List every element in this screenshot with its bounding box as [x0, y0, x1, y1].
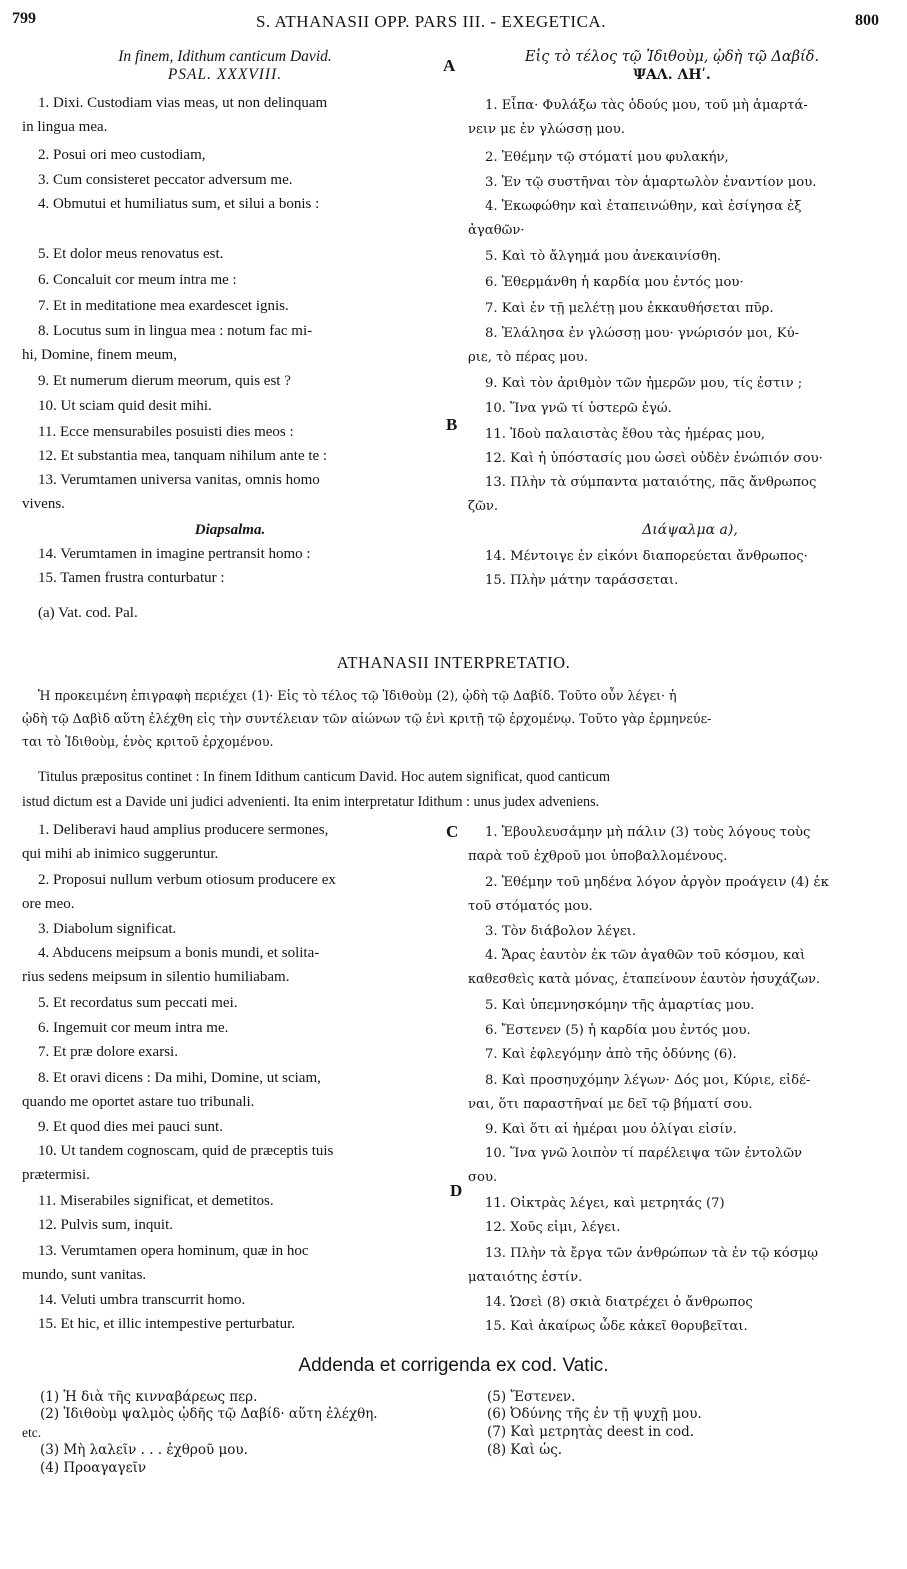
text-line: σου.	[468, 1170, 498, 1185]
text-line: 5. Et recordatus sum peccati mei.	[38, 995, 238, 1011]
greek-psalm-title: Εἰς τὸ τέλος τῷ Ἰδιθοὺμ, ᾠδὴ τῷ Δαβίδ.	[524, 49, 820, 65]
text-line: 5. Καὶ ὑπεμνησκόμην τῆς ἁμαρτίας μου.	[485, 998, 755, 1013]
text-line: 14. Μέντοιγε ἐν εἰκόνι διαπορεύεται ἄνθρωπος·	[485, 549, 808, 564]
text-line: 12. Καὶ ἡ ὑπόστασίς μου ὡσεὶ οὐδὲν ἐνώπιόν σου·	[485, 451, 823, 466]
text-line: 15. Et hic, et illic intempestive perturbatur.	[38, 1316, 296, 1332]
text-line: 11. Ecce mensurabiles posuisti dies meos :	[38, 424, 294, 440]
text-line: 9. Καὶ ὅτι αἱ ἡμέραι μου ὀλίγαι εἰσίν.	[485, 1122, 737, 1137]
text-line: 7. Et in meditatione mea exardescet ignis.	[38, 298, 289, 314]
text-line: 10. Ut sciam quid desit mihi.	[38, 398, 212, 414]
text-line: 2. Proposui nullum verbum otiosum producere ex	[38, 872, 336, 888]
addenda-entry: (5) Ἔστενεν.	[487, 1389, 576, 1405]
text-line: istud dictum est a Davide uni judici advenienti. Ita enim interpretatur Idithum : unus judex adveniens.	[22, 794, 600, 810]
interpretatio-title: ATHANASII INTERPRETATIO.	[336, 653, 571, 672]
running-title: S. ATHANASII OPP. PARS III. - EXEGETICA.	[256, 12, 606, 31]
text-line: Titulus præpositus continet : In finem Idithum canticum David. Hoc autem significat, quod canticum	[38, 769, 611, 785]
text-line: mundo, sunt vanitas.	[22, 1267, 147, 1283]
diapsalma-latin: Diapsalma.	[194, 522, 266, 538]
text-line: ριε, τὸ πέρας μου.	[468, 350, 589, 365]
diapsalma-greek: Διάψαλμα a),	[642, 522, 738, 538]
addenda-entry: (4) Προαγαγεῖν	[40, 1460, 147, 1476]
latin-psalm-title: In finem, Idithum canticum David.	[118, 48, 332, 65]
text-line: 13. Verumtamen opera hominum, quæ in hoc	[38, 1243, 309, 1259]
text-line: hi, Domine, finem meum,	[22, 347, 177, 363]
addenda-entry: (8) Καὶ ὡς.	[487, 1442, 563, 1458]
margin-letter-b: B	[446, 415, 458, 434]
text-line: quando me oportet astare tuo tribunali.	[22, 1094, 255, 1110]
text-line: 15. Καὶ ἀκαίρως ὧδε κἀκεῖ θορυβεῖται.	[485, 1319, 748, 1334]
text-line: 6. Ἔστενεν (5) ἡ καρδία μου ἐντός μου.	[485, 1023, 751, 1038]
text-line: παρὰ τοῦ ἐχθροῦ μοι ὑποβαλλομένους.	[468, 849, 728, 864]
text-line: 6. Ingemuit cor meum intra me.	[38, 1020, 229, 1036]
text-line: 13. Verumtamen universa vanitas, omnis homo	[38, 472, 320, 488]
text-line: 8. Locutus sum in lingua mea : notum fac mi-	[38, 323, 313, 339]
text-line: ζῶν.	[468, 499, 499, 514]
margin-letter-a: A	[443, 56, 456, 75]
text-line: 12. Χοῦς εἰμι, λέγει.	[485, 1220, 621, 1235]
page-number-left: 799	[12, 10, 36, 27]
text-line: 3. Τὸν διάβολον λέγει.	[485, 924, 637, 939]
text-line: 3. Ἐν τῷ συστῆναι τὸν ἁμαρτωλὸν ἐναντίον μου.	[485, 175, 817, 190]
text-line: 1. Dixi. Custodiam vias meas, ut non delinquam	[38, 95, 328, 111]
addenda-entry: (3) Μὴ λαλεῖν . . . ἐχθροῦ μου.	[40, 1442, 248, 1458]
text-line: 2. Ἐθέμην τοῦ μηδένα λόγον ἀργὸν προάγειν (4) ἐκ	[485, 875, 829, 890]
text-line: 8. Καὶ προσηυχόμην λέγων· Δός μοι, Κύριε, εἰδέ-	[485, 1073, 811, 1088]
text-line: 4. Obmutui et humiliatus sum, et silui a bonis :	[38, 196, 320, 212]
text-line: Ἡ προκειμένη ἐπιγραφὴ περιέχει (1)· Εἰς τὸ τέλος τῷ Ἰδιθοὺμ (2), ᾠδὴ τῷ Δαβίδ. Τοῦτο οὖν λέγει· ἡ	[38, 688, 677, 703]
text-line: 6. Ἐθερμάνθη ἡ καρδία μου ἐντός μου·	[485, 275, 744, 290]
text-line: 4. Ἐκωφώθην καὶ ἐταπεινώθην, καὶ ἐσίγησα ἐξ	[485, 199, 802, 214]
text-line: 11. Οἰκτρὰς λέγει, καὶ μετρητάς (7)	[485, 1196, 725, 1211]
text-line: 10. Ut tandem cognoscam, quid de præceptis tuis	[38, 1143, 334, 1159]
text-line: 8. Et oravi dicens : Da mihi, Domine, ut sciam,	[38, 1070, 321, 1086]
text-line: ναι, ὅτι παραστῆναί με δεῖ τῷ βήματί σου.	[468, 1097, 753, 1112]
text-line: vivens.	[22, 496, 65, 512]
text-line: 14. Veluti umbra transcurrit homo.	[38, 1292, 246, 1308]
text-line: ται τὸ Ἰδιθοὺμ, ἑνὸς κριτοῦ ἐρχομένου.	[22, 734, 274, 749]
text-line: ᾠδὴ τῷ Δαβὶδ αὕτη ἐλέχθη εἰς τὴν συντέλειαν τῶν αἰώνων τῷ ἑνὶ κριτῇ τῷ ἐρχομένῳ. Τοῦτο γὰρ ἑρμηνεύε-	[22, 711, 712, 726]
psalm-footnote: (a) Vat. cod. Pal.	[38, 605, 138, 621]
text-line: 11. Ἰδοὺ παλαιστὰς ἔθου τὰς ἡμέρας μου,	[485, 427, 766, 442]
text-line: prætermisi.	[22, 1167, 90, 1183]
text-line: καθεσθεὶς κατὰ μόνας, ἐταπείνουν ἑαυτὸν ἡσυχάζων.	[468, 972, 820, 987]
text-line: 10. Ἵνα γνῶ λοιπὸν τί παρέλειψα τῶν ἐντολῶν	[485, 1146, 803, 1161]
text-line: νειν με ἐν γλώσσῃ μου.	[468, 122, 625, 137]
text-line: in lingua mea.	[22, 119, 108, 135]
text-line: 10. Ἵνα γνῶ τί ὑστερῶ ἐγώ.	[485, 401, 672, 416]
text-line: 13. Πλὴν τὰ ἔργα τῶν ἀνθρώπων τὰ ἐν τῷ κόσμῳ	[485, 1246, 819, 1261]
text-line: 1. Deliberavi haud amplius producere sermones,	[38, 822, 329, 838]
text-line: 9. Et quod dies mei pauci sunt.	[38, 1119, 223, 1135]
text-line: ματαιότης ἐστίν.	[468, 1270, 583, 1285]
text-line: ἀγαθῶν·	[468, 223, 525, 238]
addenda-entry: etc.	[22, 1425, 42, 1440]
text-line: 8. Ἐλάλησα ἐν γλώσσῃ μου· γνώρισόν μοι, Κύ-	[485, 326, 800, 341]
text-line: qui mihi ab inimico suggeruntur.	[22, 846, 219, 862]
margin-letter-d: D	[450, 1181, 463, 1200]
text-line: 4. Abducens meipsum a bonis mundi, et solita-	[38, 945, 320, 961]
text-line: 7. Καὶ ἐν τῇ μελέτῃ μου ἐκκαυθήσεται πῦρ.	[485, 301, 774, 316]
text-line: 1. Ἐβουλευσάμην μὴ πάλιν (3) τοὺς λόγους τοὺς	[485, 825, 811, 840]
text-line: 12. Pulvis sum, inquit.	[38, 1217, 174, 1233]
text-line: 14. Ὡσεὶ (8) σκιὰ διατρέχει ὁ ἄνθρωπος	[485, 1295, 753, 1310]
text-line: 3. Cum consisteret peccator adversum me.	[38, 172, 293, 188]
text-line: 11. Miserabiles significat, et demetitos.	[38, 1193, 274, 1209]
text-line: rius sedens meipsum in silentio humiliabam.	[22, 969, 290, 985]
addenda-entry: (2) Ἰδιθοὺμ ψαλμὸς ᾠδῆς τῷ Δαβίδ· αὕτη ἐλέχθη.	[40, 1406, 378, 1422]
text-line: 7. Et præ dolore exarsi.	[38, 1044, 178, 1060]
latin-psalm-number: PSAL. XXXVIII.	[167, 66, 283, 83]
text-line: 5. Καὶ τὸ ἄλγημά μου ἀνεκαινίσθη.	[485, 249, 722, 264]
text-line: 12. Et substantia mea, tanquam nihilum ante te :	[38, 448, 328, 464]
text-line: 2. Posui ori meo custodiam,	[38, 147, 206, 163]
margin-letter-c: C	[446, 822, 459, 841]
text-line: 15. Πλὴν μάτην ταράσσεται.	[485, 573, 679, 588]
text-line: ore meo.	[22, 896, 75, 912]
text-line: 2. Ἐθέμην τῷ στόματί μου φυλακήν,	[485, 150, 729, 165]
text-line: 3. Diabolum significat.	[38, 921, 177, 937]
text-line: τοῦ στόματός μου.	[468, 899, 593, 914]
text-line: 15. Tamen frustra conturbatur :	[38, 570, 225, 586]
text-line: 1. Εἶπα· Φυλάξω τὰς ὁδούς μου, τοῦ μὴ ἁμαρτά-	[485, 98, 808, 113]
text-line: 13. Πλὴν τὰ σύμπαντα ματαιότης, πᾶς ἄνθρωπος	[485, 475, 817, 490]
addenda-entry: (1) Ἡ διὰ τῆς κινναβάρεως περ.	[40, 1389, 258, 1405]
page-number-right: 800	[855, 12, 879, 29]
text-line: 5. Et dolor meus renovatus est.	[38, 246, 224, 262]
text-line: 14. Verumtamen in imagine pertransit homo :	[38, 546, 311, 562]
text-line: 7. Καὶ ἐφλεγόμην ἀπὸ τῆς ὀδύνης (6).	[485, 1047, 737, 1062]
text-line: 9. Et numerum dierum meorum, quis est ?	[38, 373, 291, 389]
addenda-title: Addenda et corrigenda ex cod. Vatic.	[298, 1355, 609, 1376]
text-line: 6. Concaluit cor meum intra me :	[38, 272, 237, 288]
text-line: 9. Καὶ τὸν ἀριθμὸν τῶν ἡμερῶν μου, τίς ἐστιν ;	[485, 376, 803, 391]
addenda-entry: (6) Ὀδύνης τῆς ἐν τῇ ψυχῇ μου.	[487, 1406, 702, 1422]
text-line: 4. Ἄρας ἑαυτὸν ἐκ τῶν ἀγαθῶν τοῦ κόσμου, καὶ	[485, 948, 806, 963]
greek-psalm-number: ΨΑΛ. ΛΗʹ.	[633, 67, 711, 83]
addenda-entry: (7) Καὶ μετρητὰς deest in cod.	[487, 1424, 695, 1440]
